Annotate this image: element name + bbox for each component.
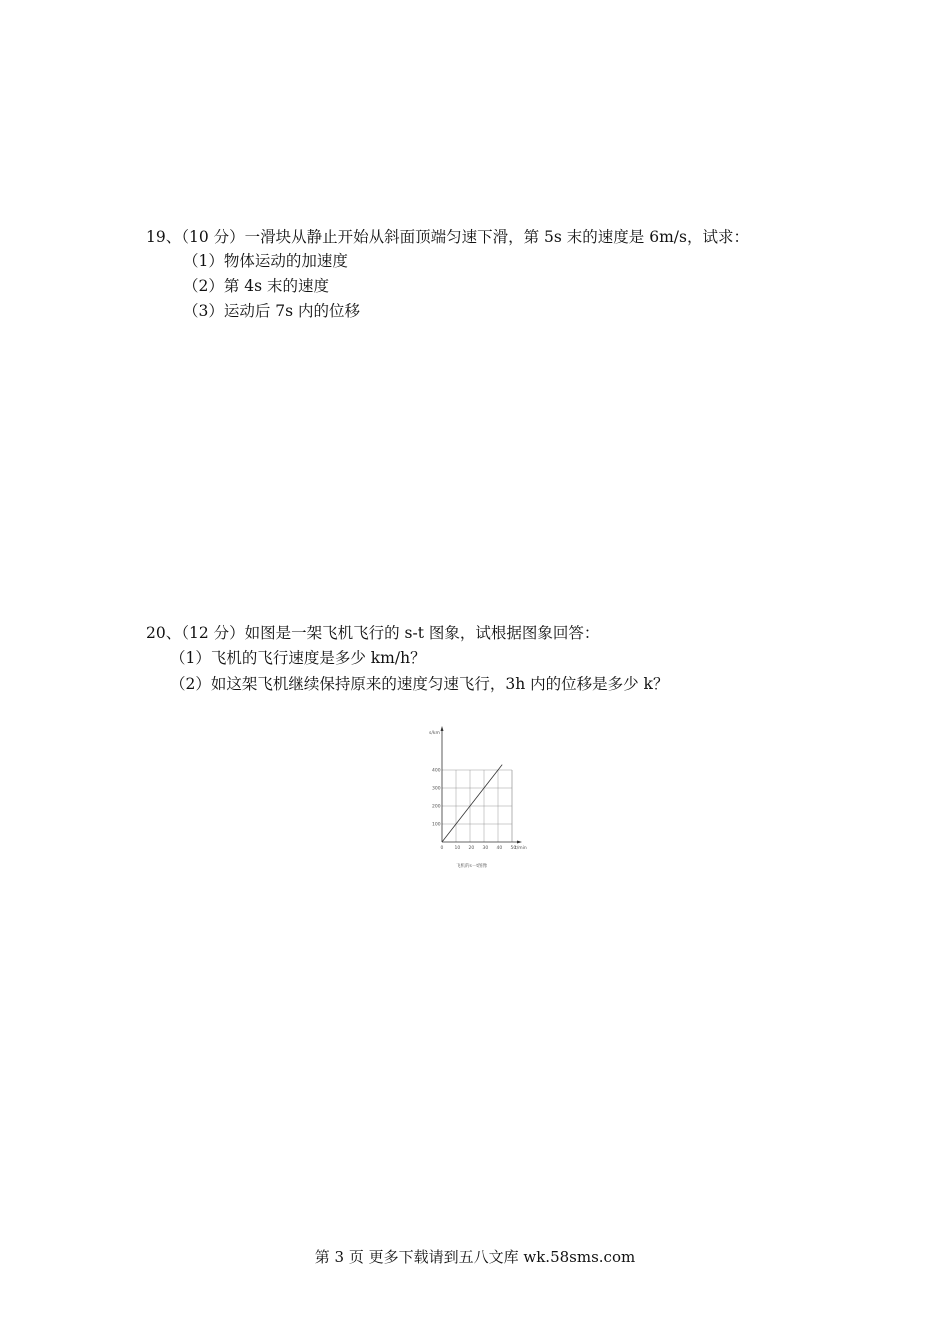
x-tick-label: 20 <box>468 846 475 851</box>
x-axis-arrow <box>517 841 522 844</box>
page-footer: 第 3 页 更多下载请到五八文库 wk.58sms.com <box>314 1248 636 1266</box>
y-axis-arrow <box>441 726 444 731</box>
y-tick-label: 300 <box>432 786 441 792</box>
x-tick-label: 30 <box>482 846 489 851</box>
chart-caption: 飞机的s－t图像 <box>456 864 488 869</box>
q20-title: 20、（12 分）如图是一架飞机飞行的 s-t 图象，试根据图象回答： <box>146 624 600 642</box>
q20-part-1: （1）飞机的飞行速度是多少 km/h？ <box>170 649 426 667</box>
y-axis-label: s/km <box>429 731 440 736</box>
q19-title: 19、（10 分）一滑块从静止开始从斜面顶端匀速下滑，第 5s 末的速度是 6m/s，试求： <box>146 228 749 246</box>
q20-part-2: （2）如这架飞机继续保持原来的速度匀速飞行，3h 内的位移是多少 k？ <box>170 675 669 693</box>
y-tick-label: 400 <box>432 768 441 774</box>
q19-part-2: （2）第 4s 末的速度 <box>183 277 330 295</box>
chart-grid <box>442 770 512 842</box>
x-ticks <box>441 845 517 851</box>
x-tick-label: 40 <box>496 846 503 851</box>
x-axis-label: t/min <box>515 846 527 851</box>
x-tick-label: 0 <box>440 846 444 851</box>
q19-part-3: （3）运动后 7s 内的位移 <box>183 302 361 320</box>
x-tick-label: 50 <box>510 846 517 851</box>
st-graph <box>424 722 534 872</box>
y-tick-label: 200 <box>432 804 441 810</box>
q19-part-1: （1）物体运动的加速度 <box>183 252 348 270</box>
series-line <box>442 765 502 842</box>
y-tick-label: 100 <box>432 822 441 828</box>
x-tick-label: 10 <box>454 846 461 851</box>
y-ticks <box>432 768 441 828</box>
